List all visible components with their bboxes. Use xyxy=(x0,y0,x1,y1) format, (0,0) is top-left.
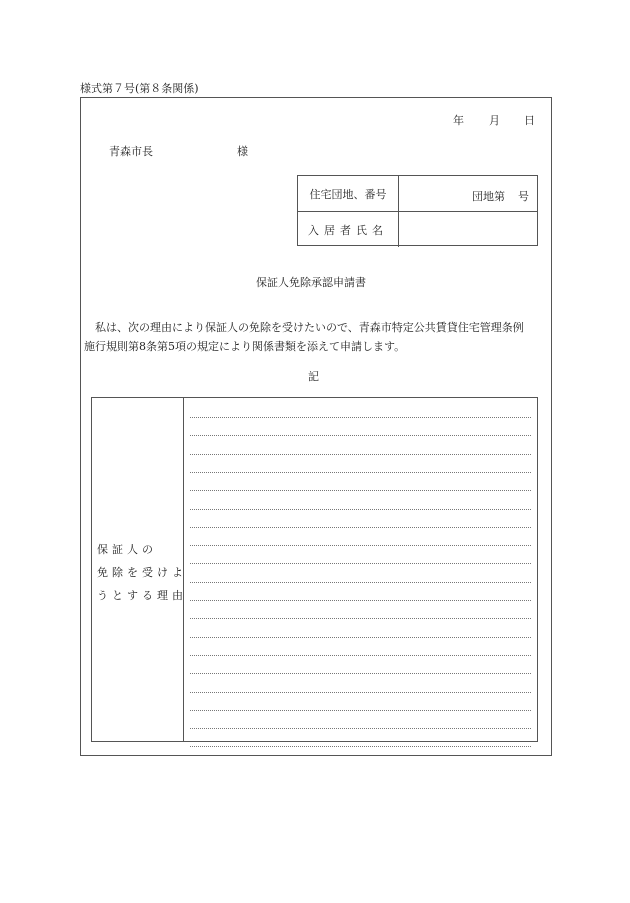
reason-dotted-line xyxy=(190,490,531,491)
reason-table xyxy=(91,397,538,742)
reason-dotted-line xyxy=(190,655,531,656)
addressee-honorific: 様 xyxy=(237,145,248,158)
reason-dotted-line xyxy=(190,673,531,674)
ki-heading: 記 xyxy=(308,370,319,383)
reason-dotted-line xyxy=(190,637,531,638)
reason-dotted-line xyxy=(190,417,531,418)
reason-dotted-line xyxy=(190,746,531,747)
housing-number-label: 住宅団地、番号 xyxy=(298,176,399,211)
housing-number-field[interactable] xyxy=(399,176,537,211)
reason-dotted-line xyxy=(190,509,531,510)
danchi-label: 団地第 xyxy=(472,190,505,203)
date-year-label: 年 xyxy=(453,114,464,127)
reason-dotted-line xyxy=(190,600,531,601)
addressee-name: 青森市長 xyxy=(109,145,153,158)
reason-dotted-line xyxy=(190,454,531,455)
go-label: 号 xyxy=(518,190,529,203)
housing-number-row xyxy=(298,176,537,211)
reason-dotted-line xyxy=(190,472,531,473)
resident-name-row xyxy=(298,211,537,247)
reason-label-line-2: 免除を受けよ xyxy=(97,566,187,579)
reason-label-cell xyxy=(92,398,187,741)
reason-dotted-line xyxy=(190,728,531,729)
applicant-info-table xyxy=(297,175,538,246)
reason-dotted-line xyxy=(190,582,531,583)
reason-dotted-line xyxy=(190,710,531,711)
date-month-label: 月 xyxy=(489,114,500,127)
reason-label-line-1: 保証人の xyxy=(97,543,157,556)
body-text-line-2: 施行規則第8条第5項の規定により関係書類を添えて申請します。 xyxy=(84,340,406,353)
reason-dotted-line xyxy=(190,527,531,528)
form-number-label: 様式第７号(第８条関係) xyxy=(80,82,199,95)
reason-label-line-3: うとする理由 xyxy=(97,589,187,602)
reason-dotted-line xyxy=(190,618,531,619)
body-text-line-1: 私は、次の理由により保証人の免除を受けたいので、青森市特定公共賃貸住宅管理条例 xyxy=(95,321,524,334)
resident-name-label: 入居者氏名 xyxy=(298,212,399,247)
date-day-label: 日 xyxy=(524,114,535,127)
document-title: 保証人免除承認申請書 xyxy=(256,276,366,289)
reason-dotted-line xyxy=(190,563,531,564)
reason-dotted-line xyxy=(190,435,531,436)
reason-dotted-line xyxy=(190,545,531,546)
resident-name-field[interactable] xyxy=(399,212,537,247)
reason-dotted-line xyxy=(190,692,531,693)
